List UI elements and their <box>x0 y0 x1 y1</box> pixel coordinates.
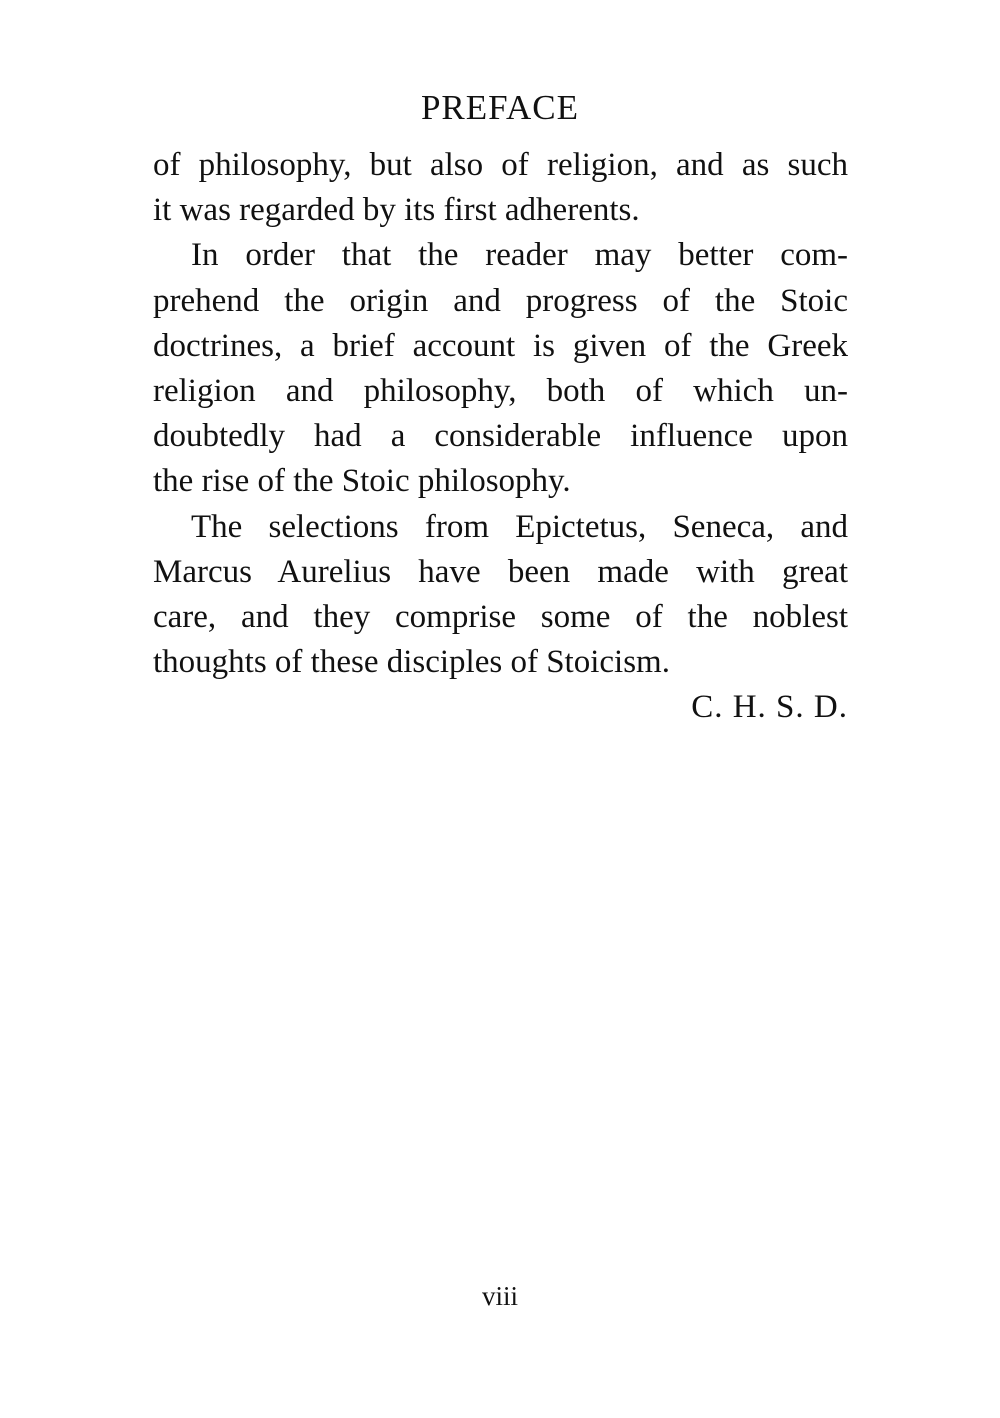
text-line: care, and they comprise some of the noblest <box>153 598 848 635</box>
text-line: it was regarded by its first adherents. <box>153 192 640 229</box>
author-initials: C. H. S. D. <box>691 689 848 726</box>
text-line: doubtedly had a considerable influence upon <box>153 418 848 455</box>
text-line: doctrines, a brief account is given of the Greek <box>153 327 848 364</box>
text-line: In order that the reader may better com- <box>191 237 848 274</box>
text-line: prehend the origin and progress of the Stoic <box>153 282 848 319</box>
paragraph-1 <box>153 143 848 233</box>
text-line: the rise of the Stoic philosophy. <box>153 463 571 500</box>
paragraph-2 <box>153 233 848 504</box>
text-line: religion and philosophy, both of which un- <box>153 372 848 409</box>
text-line: thoughts of these disciples of Stoicism. <box>153 644 670 681</box>
text-line: Marcus Aurelius have been made with great <box>153 553 848 590</box>
paragraph-3 <box>153 505 848 686</box>
text-line: The selections from Epictetus, Seneca, and <box>191 508 848 545</box>
page-number: viii <box>481 1281 518 1311</box>
running-title: PREFACE <box>420 88 580 127</box>
text-line: of philosophy, but also of religion, and as such <box>153 147 848 183</box>
preface-text <box>153 143 848 730</box>
